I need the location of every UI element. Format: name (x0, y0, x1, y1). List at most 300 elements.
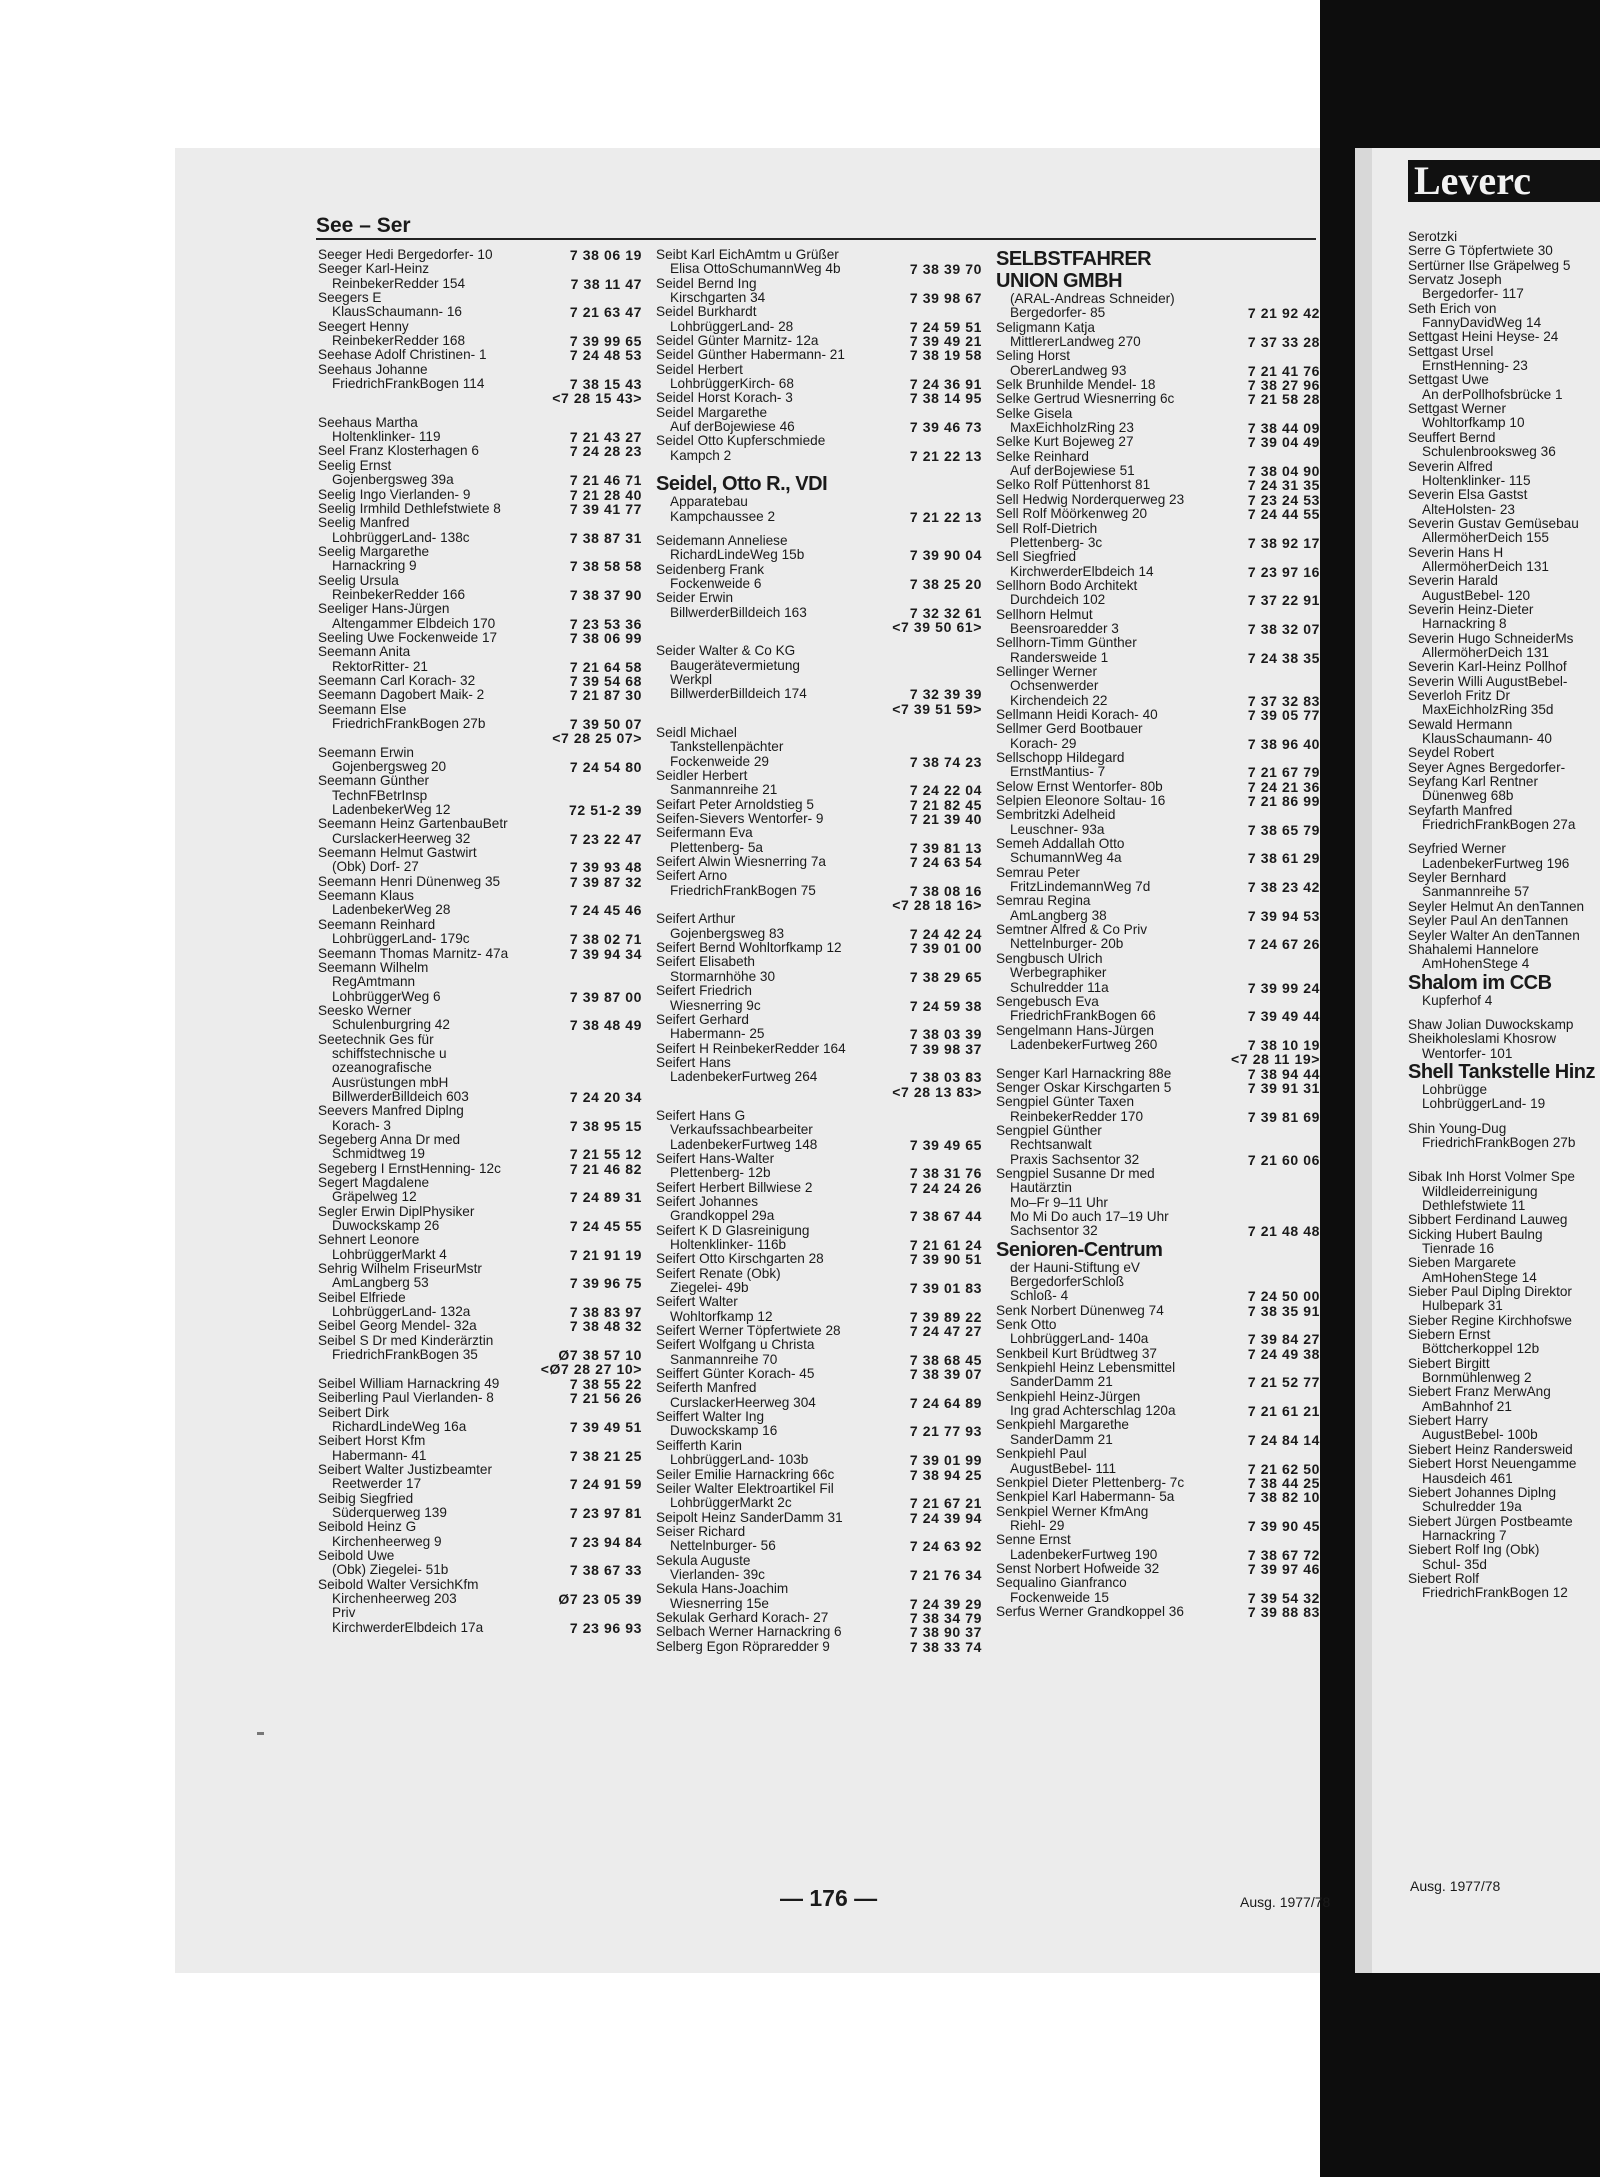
directory-entry (656, 1085, 988, 1099)
entry-name: Stormarnhöhe 30 (670, 968, 776, 984)
directory-entry (1408, 488, 1600, 502)
directory-entry (656, 305, 988, 319)
directory-entry (318, 990, 648, 1004)
entry-name: LadenbekerWeg 28 (332, 902, 451, 918)
directory-entry (318, 1319, 648, 1333)
entry-name: Seemann Henri Dünenweg 35 (318, 873, 501, 889)
entry-name: Durchdeich 102 (1010, 592, 1106, 608)
right-page-logo: Leverc (1408, 160, 1600, 202)
entry-phone-number: 7 38 58 58 (569, 558, 642, 575)
directory-entry (1408, 460, 1600, 474)
entry-phone-number: <7 28 25 07> (552, 730, 642, 747)
entry-name: Siebern Ernst (1408, 1327, 1491, 1343)
directory-entry (318, 1176, 648, 1190)
entry-name: Seelig Ingo Vierlanden- 9 (318, 486, 471, 502)
entry-name: Vierlanden- 39c (670, 1566, 765, 1582)
entry-name: Rechtsanwalt (1010, 1137, 1092, 1153)
directory-entry (656, 620, 988, 634)
entry-name: FriedrichFrankBogen 66 (1010, 1008, 1156, 1024)
entry-name: Bergedorfer- 85 (1010, 305, 1106, 321)
entry-phone-number: 7 39 87 00 (569, 988, 642, 1005)
entry-name: Sequalino Gianfranco (996, 1575, 1127, 1591)
entry-name: Süderquerweg 139 (332, 1504, 447, 1520)
directory-entry (318, 1104, 648, 1118)
entry-phone-number: 7 38 87 31 (569, 529, 642, 546)
entry-name: Selberg Egon Röpraredder 9 (656, 1638, 830, 1654)
entry-name: Shalom im CCB (1408, 971, 1552, 994)
directory-entry (318, 1520, 648, 1534)
entry-phone-number: 7 21 67 79 (1247, 764, 1320, 781)
entry-name: LohbrüggerLand- 140a (1010, 1331, 1149, 1347)
entry-name: LohbrüggerLand- 28 (670, 318, 794, 334)
entry-name: Randersweide 1 (1010, 649, 1109, 665)
directory-entry (656, 1625, 988, 1639)
directory-entry (1408, 718, 1600, 732)
entry-phone-number: 7 24 63 54 (909, 854, 982, 871)
entry-name: Senkpiel Dieter Plettenberg- 7c (996, 1474, 1185, 1490)
entry-name: Seifert Hans-Walter (656, 1150, 775, 1166)
entry-phone-number: 7 24 48 53 (569, 347, 642, 364)
directory-entry (1408, 761, 1600, 775)
directory-entry (656, 912, 988, 926)
directory-entry (656, 1152, 988, 1166)
entry-name: ReinbekerRedder 154 (332, 275, 466, 291)
directory-entry (318, 531, 648, 545)
entry-name: Seyler Bernhard (1408, 870, 1507, 886)
entry-name: Serotzki (1408, 229, 1458, 244)
directory-entry (996, 450, 1326, 464)
entry-name: Schmidtweg 19 (332, 1146, 425, 1162)
entry-name: Seidl Michael (656, 724, 737, 740)
entry-name: Severin Karl-Heinz Pollhof (1408, 659, 1567, 675)
directory-entry (656, 1439, 988, 1453)
entry-phone-number: Ø7 38 57 10 (558, 1347, 642, 1364)
entry-name: Semtner Alfred & Co Priv (996, 922, 1148, 938)
directory-entry (996, 550, 1326, 564)
directory-entry (656, 391, 988, 405)
directory-entry (1408, 789, 1600, 803)
edition-label-right: Ausg. 1977/78 (1410, 1878, 1501, 1894)
directory-entry (996, 1505, 1326, 1519)
entry-name: Seifert K D Glasreinigung (656, 1222, 810, 1238)
directory-entry (656, 1267, 988, 1281)
entry-name: der Hauni-Stiftung eV (1010, 1259, 1140, 1275)
entry-phone-number: 7 38 31 76 (909, 1165, 982, 1182)
entry-phone-number: 7 21 22 13 (909, 447, 982, 464)
entry-name: Tienrade 16 (1422, 1241, 1495, 1256)
entry-phone-number: 7 38 19 58 (909, 347, 982, 364)
entry-name: LadenbekerFurtweg 260 (1010, 1036, 1158, 1052)
entry-name: Senger Oskar Kirschgarten 5 (996, 1079, 1172, 1095)
entry-name: Severin Harald (1408, 573, 1498, 589)
directory-entry (996, 1275, 1326, 1289)
entry-name: LadenbekerFurtweg 264 (670, 1069, 818, 1085)
entry-name: Schul- 35d (1422, 1556, 1487, 1572)
entry-name: Seesko Werner (318, 1002, 412, 1018)
directory-entry (318, 416, 648, 430)
entry-name: Seemann Anita (318, 644, 411, 660)
entry-phone-number: 7 21 28 40 (569, 486, 642, 503)
directory-entry (996, 737, 1326, 751)
directory-entry (996, 1490, 1326, 1504)
entry-name: Gojenbergsweg 39a (332, 472, 454, 488)
entry-name: AmLangberg 38 (1010, 907, 1107, 923)
entry-name: Ing grad Achterschlag 120a (1010, 1403, 1176, 1419)
directory-entry (656, 1166, 988, 1180)
directory-entry (1408, 632, 1600, 646)
directory-entry (318, 674, 648, 688)
header-rule (316, 238, 1316, 240)
entry-phone-number: 7 24 45 55 (569, 1218, 642, 1235)
directory-entry (1408, 1299, 1600, 1313)
directory-entry (996, 1124, 1326, 1138)
entry-phone-number: 7 38 06 19 (569, 247, 642, 263)
entry-name: Korach- 29 (1010, 735, 1077, 751)
directory-entry (318, 1362, 648, 1376)
entry-name: Severin Elsa Gastst (1408, 487, 1528, 503)
directory-entry (656, 783, 988, 797)
entry-phone-number: 7 38 11 47 (570, 275, 642, 292)
directory-entry (996, 1447, 1326, 1461)
entry-name: LohbrüggerMarkt 2c (670, 1495, 792, 1511)
directory-entry (318, 502, 648, 516)
directory-entry (996, 608, 1326, 622)
entry-name: Dünenweg 68b (1422, 788, 1514, 804)
entry-phone-number: 7 37 22 91 (1247, 592, 1320, 609)
entry-name: Seifert Hans (656, 1054, 731, 1070)
entry-name: Harnackring 7 (1422, 1527, 1507, 1543)
entry-phone-number: 7 21 86 99 (1247, 793, 1320, 810)
entry-phone-number: 7 21 76 34 (909, 1566, 982, 1583)
entry-phone-number: 7 23 53 36 (569, 615, 642, 632)
entry-phone-number: 7 39 50 07 (569, 716, 642, 732)
entry-phone-number: 7 24 24 26 (909, 1179, 982, 1196)
entry-phone-number: 7 23 22 47 (569, 830, 642, 847)
directory-entry (1408, 503, 1600, 517)
entry-name: Serre G Töpfertwiete 30 (1408, 243, 1553, 259)
entry-name: Harnackring 8 (1422, 616, 1507, 632)
entry-name: Kirchenheerweg 203 (332, 1590, 457, 1606)
directory-entry (1408, 871, 1600, 885)
entry-name: Holtenklinker- 119 (332, 429, 441, 445)
entry-name: Seelig Ursula (318, 572, 399, 588)
directory-entry (1408, 1271, 1600, 1285)
directory-entry (318, 377, 648, 391)
directory-entry (318, 1563, 648, 1577)
entry-name: KlausSchaumann- 40 (1422, 731, 1552, 747)
directory-entry (996, 1404, 1326, 1418)
entry-name: Seibel William Harnackring 49 (318, 1375, 500, 1391)
directory-entry (656, 262, 988, 276)
entry-name: Severin Hugo SchneiderMs (1408, 630, 1574, 646)
entry-name: Seelig Manfred (318, 515, 410, 531)
entry-name: Severin Alfred (1408, 458, 1493, 474)
entry-name: Siebert Johannes Diplng (1408, 1484, 1557, 1500)
entry-name: RichardLindeWeg 15b (670, 547, 805, 563)
directory-entry (318, 1434, 648, 1448)
directory-entry (996, 493, 1326, 507)
directory-entry (656, 1568, 988, 1582)
entry-name: Seiferth Manfred (656, 1380, 757, 1396)
entry-name: Seemann Helmut Gastwirt (318, 845, 477, 861)
entry-name: Shahalemi Hannelore (1408, 941, 1539, 957)
directory-entry (318, 1061, 648, 1075)
entry-phone-number: 7 23 96 93 (569, 1619, 642, 1636)
entry-name: Seemann Else (318, 701, 407, 717)
entry-name: CurslackerHeerweg 304 (670, 1394, 816, 1410)
entry-phone-number: 7 32 39 39 (909, 686, 982, 703)
entry-phone-number: <Ø7 28 27 10> (540, 1361, 642, 1378)
directory-entry (656, 687, 988, 701)
entry-name: (Obk) Ziegelei- 51b (332, 1562, 449, 1578)
entry-phone-number: 7 24 42 24 (909, 925, 982, 942)
directory-entry (996, 794, 1326, 808)
directory-entry (318, 488, 648, 502)
directory-entry (1408, 1500, 1600, 1514)
entry-name: MittlererLandweg 270 (1010, 334, 1141, 350)
entry-name: Seelig Margarethe (318, 543, 430, 559)
directory-entry (318, 1119, 648, 1133)
entry-name: Gojenbergsweg 83 (670, 925, 785, 941)
directory-entry (656, 577, 988, 591)
entry-name: Sibak Inh Horst Volmer Spe (1408, 1169, 1575, 1185)
entry-name: Baugerätevermietung (670, 657, 800, 673)
entry-name: Severin Gustav Gemüsebau (1408, 515, 1579, 531)
directory-entry (996, 435, 1326, 449)
entry-name: Seeliger Hans-Jürgen (318, 601, 450, 617)
directory-entry (1408, 929, 1600, 943)
entry-phone-number: 7 38 03 39 (909, 1026, 982, 1043)
directory-entry (656, 334, 988, 348)
entry-name: Sengpiel Günther (996, 1122, 1102, 1138)
entry-name: Seyler Helmut An denTannen (1408, 898, 1585, 914)
entry-phone-number: 7 23 94 84 (569, 1533, 642, 1550)
entry-name: Seidel Herbert (656, 361, 743, 377)
entry-name: Settgast Uwe (1408, 372, 1489, 388)
entry-name: LohbrüggerLand- 132a (332, 1304, 471, 1320)
entry-name: Hulbepark 31 (1422, 1298, 1503, 1314)
entry-name: Sembritzki Adelheid (996, 807, 1116, 823)
entry-name: Seider Walter & Co KG (656, 643, 796, 659)
entry-name: Settgast Heini Heyse- 24 (1408, 329, 1559, 345)
entry-name: Kirchendeich 22 (1010, 692, 1108, 708)
entry-name: (Obk) Dorf- 27 (332, 859, 419, 875)
entry-name: Seidel Horst Korach- 3 (656, 390, 793, 406)
directory-entry (656, 1353, 988, 1367)
directory-entry (996, 1181, 1326, 1195)
directory-entry (656, 1138, 988, 1152)
entry-phone-number: 7 38 83 97 (569, 1304, 642, 1321)
entry-name: Selke Gertrud Wiesnerring 6c (996, 391, 1175, 407)
directory-entry (318, 760, 648, 774)
entry-name: Kupferhof 4 (1422, 992, 1493, 1008)
entry-name: Seidel Günter Marnitz- 12a (656, 333, 819, 349)
directory-entry (1408, 1242, 1600, 1256)
entry-name: Hausdeich 461 (1422, 1470, 1513, 1486)
entry-name: Selko Rolf Püttenhorst 81 (996, 477, 1151, 493)
directory-entry (1408, 287, 1600, 301)
entry-name: LadenbekerFurtweg 196 (1422, 855, 1570, 871)
entry-name: AmBahnhof 21 (1422, 1398, 1512, 1414)
directory-entry (318, 1477, 648, 1491)
entry-name: Selke Gisela (996, 405, 1073, 421)
entry-phone-number: 7 39 99 65 (569, 333, 642, 350)
directory-entry (656, 1013, 988, 1027)
entry-name: ReinbekerRedder 166 (332, 586, 466, 602)
directory-entry (996, 751, 1326, 765)
directory-entry (656, 1181, 988, 1195)
entry-name: Seyfarth Manfred (1408, 802, 1513, 818)
directory-entry (318, 1219, 648, 1233)
directory-entry (318, 291, 648, 305)
entry-name: AmLangberg 53 (332, 1275, 429, 1291)
entry-name: Plettenberg- 12b (670, 1165, 771, 1181)
entry-name: Sellhorn Bodo Architekt (996, 577, 1138, 593)
entry-name: Shin Young-Dug (1408, 1120, 1507, 1136)
entry-name: Seehaus Martha (318, 414, 418, 430)
entry-name: Böttcherkoppel 12b (1422, 1341, 1540, 1357)
entry-name: Sell Siegfried (996, 549, 1077, 565)
directory-entry (318, 1492, 648, 1506)
directory-entry (996, 866, 1326, 880)
entry-phone-number: <7 39 50 61> (892, 618, 982, 635)
entry-name: Sellschopp Hildegard (996, 750, 1125, 765)
directory-entry (996, 823, 1326, 837)
directory-entry (1408, 560, 1600, 574)
entry-name: Seehaus Johanne (318, 361, 428, 377)
entry-name: Ziegelei- 49b (670, 1280, 749, 1296)
entry-name: Sell Rolf-Dietrich (996, 520, 1098, 536)
entry-name: SanderDamm 21 (1010, 1374, 1113, 1390)
entry-phone-number: 7 39 94 34 (569, 945, 642, 962)
entry-name: RichardLindeWeg 16a (332, 1418, 467, 1434)
directory-entry (318, 1248, 648, 1262)
directory-entry (656, 377, 988, 391)
directory-entry (1408, 574, 1600, 588)
entry-name: Sehnert Leonore (318, 1232, 420, 1248)
entry-name: LohbrüggerLand- 103b (670, 1452, 809, 1468)
directory-entry (1408, 402, 1600, 416)
entry-name: Ochsenwerder (1010, 678, 1099, 694)
entry-phone-number: 7 38 29 65 (909, 968, 982, 985)
directory-entry (996, 1562, 1326, 1576)
entry-phone-number: 7 39 49 51 (569, 1418, 642, 1435)
entry-name: UNION GMBH (996, 270, 1123, 292)
entry-phone-number: 7 21 60 06 (1247, 1151, 1320, 1168)
entry-name: Riehl- 29 (1010, 1517, 1065, 1533)
entry-name: Seibert Horst Kfm (318, 1433, 426, 1449)
entry-name: Sanmannreihe 21 (670, 782, 778, 798)
entry-name: Dethlefstwiete 11 (1422, 1197, 1526, 1213)
entry-phone-number: 7 39 49 21 (909, 333, 982, 350)
entry-name: Habermann- 41 (332, 1447, 427, 1463)
directory-entry (1408, 589, 1600, 603)
entry-phone-number: 7 39 01 83 (909, 1280, 982, 1297)
directory-entry (318, 932, 648, 946)
directory-entry (318, 1262, 648, 1276)
directory-entry (656, 449, 988, 463)
directory-entry (656, 927, 988, 941)
directory-entry (996, 780, 1326, 794)
directory-entry (996, 909, 1326, 923)
entry-phone-number: 7 24 20 34 (569, 1088, 642, 1105)
directory-entry (1408, 885, 1600, 899)
entry-phone-number: 7 39 87 32 (569, 873, 642, 890)
entry-name: Seidel Otto Kupferschmiede (656, 433, 826, 449)
directory-entry (1408, 1443, 1600, 1457)
entry-name: AlteHolsten- 23 (1422, 501, 1515, 517)
directory-entry (656, 277, 988, 291)
directory-column-1 (318, 248, 648, 1635)
entry-name: Senkpiel Werner KfmAng (996, 1503, 1149, 1519)
entry-name: Seeger Hedi Bergedorfer- 10 (318, 247, 493, 262)
entry-name: FriedrichFrankBogen 27b (1422, 1134, 1576, 1150)
entry-name: Plettenberg- 3c (1010, 534, 1103, 550)
entry-phone-number: 7 39 90 45 (1247, 1517, 1320, 1534)
entry-name: FritzLindemannWeg 7d (1010, 879, 1151, 895)
directory-entry (996, 622, 1326, 636)
entry-phone-number: 7 24 45 46 (569, 902, 642, 919)
entry-name: Sieber Regine Kirchhofswe (1408, 1312, 1572, 1328)
directory-entry (656, 798, 988, 812)
directory-entry (996, 708, 1326, 722)
entry-name: Seipolt Heinz SanderDamm 31 (656, 1509, 843, 1525)
directory-entry (996, 981, 1326, 995)
directory-entry (656, 606, 988, 620)
entry-name: Elisa OttoSchumannWeg 4b (670, 261, 841, 277)
entry-name: Tankstellenpächter (670, 739, 784, 755)
directory-entry (1408, 244, 1600, 258)
directory-entry (656, 248, 988, 262)
directory-entry (1408, 546, 1600, 560)
directory-entry (318, 703, 648, 717)
entry-phone-number: 7 39 98 67 (909, 290, 982, 307)
directory-entry (656, 1238, 988, 1252)
directory-entry (1408, 617, 1600, 631)
directory-entry (656, 1482, 988, 1496)
entry-name: Seifart Peter Arnoldstieg 5 (656, 796, 814, 812)
entry-name: Seiffert Günter Korach- 45 (656, 1366, 815, 1382)
directory-entry (656, 291, 988, 305)
entry-name: Seuffert Bernd (1408, 429, 1496, 445)
directory-entry (656, 1511, 988, 1525)
entry-name: Sanmannreihe 70 (670, 1351, 778, 1367)
entry-phone-number: 7 21 87 30 (569, 687, 642, 704)
entry-name: AugustBebel- 111 (1010, 1460, 1117, 1476)
entry-name: Seidenberg Frank (656, 561, 765, 577)
directory-entry (996, 306, 1326, 320)
directory-entry (318, 1348, 648, 1362)
entry-phone-number: 7 21 82 45 (909, 796, 982, 813)
entry-name: Seelig Irmhild Dethlefstwiete 8 (318, 500, 501, 516)
entry-phone-number: 7 37 32 83 (1247, 692, 1320, 709)
entry-name: Bornmühlenweg 2 (1422, 1370, 1532, 1386)
directory-entry (318, 875, 648, 889)
entry-name: SELBSTFAHRER (996, 248, 1152, 270)
directory-entry (1408, 818, 1600, 832)
directory-entry (318, 1276, 648, 1290)
entry-name: Seidler Herbert (656, 768, 748, 783)
directory-entry (318, 363, 648, 377)
directory-entry (1408, 517, 1600, 531)
entry-name: Seyler Walter An denTannen (1408, 927, 1580, 943)
entry-name: Senkpiel Karl Habermann- 5a (996, 1489, 1175, 1505)
directory-entry (656, 473, 988, 495)
directory-entry (318, 262, 648, 276)
entry-name: LohbrüggerLand- 179c (332, 931, 470, 947)
directory-entry (656, 1582, 988, 1596)
directory-entry (656, 548, 988, 562)
